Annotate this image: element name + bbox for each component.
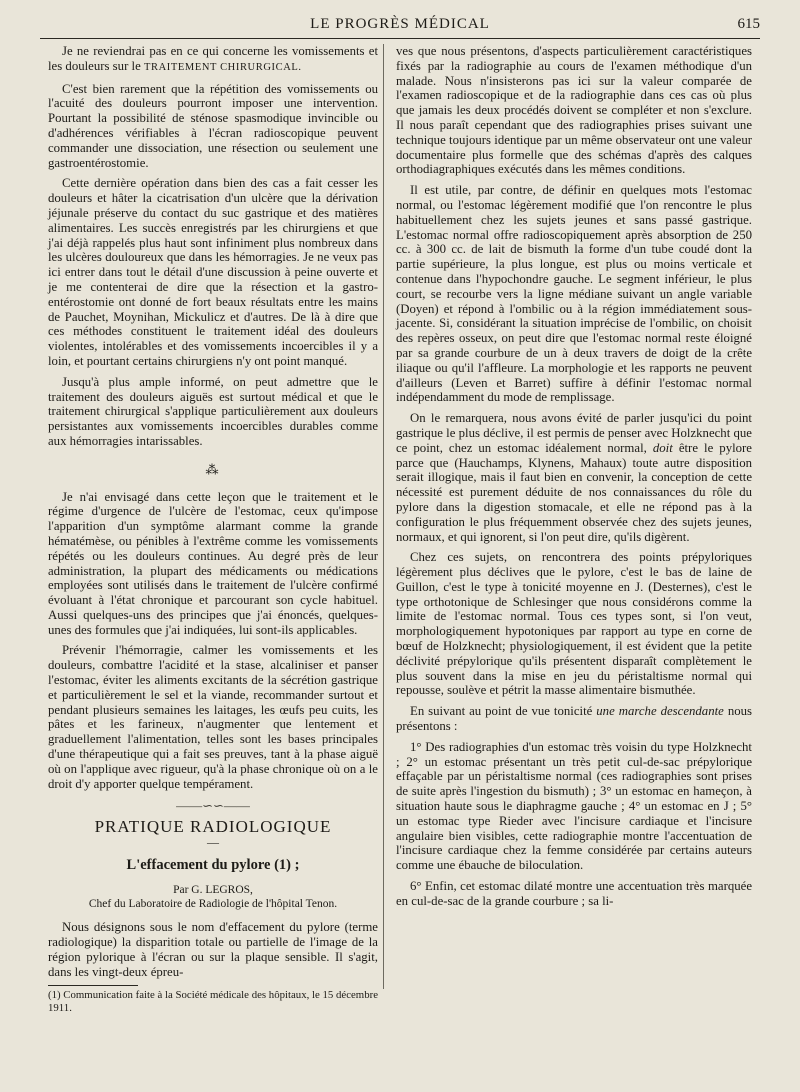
paragraph: Nous désignons sous le nom d'effacement du pylore (terme radiologique) la disparition totale ou partielle de l'image de la région pylorique à l'écran ou sur la plaque sensible. Il s'agit, dans les vingt-deux épreu- bbox=[48, 920, 378, 979]
paragraph: Chez ces sujets, on rencontrera des points prépyloriques légèrement plus déclives que le pylore, c'est le bas de laine de Guillon, c'est le type à tonicité moyenne en J. (Desternes), c'est le type orthotonique de Schlesinger que nous considérons comme la limite de l'estomac normal. Tous ces types sont, si l'on veut, morphologiquement hypotoniques par rapport au type en corne de bœuf de Holzknecht; physiologiquement, il est évident que la petite déclivité prépylorique qu'ils présentent disparaît complètement le plus souvent dans la mise en jeu du péristaltisme normal qui repousse, soulève et pétrit la masse alimentaire bismuthée. bbox=[396, 550, 752, 698]
left-column bbox=[48, 44, 378, 1014]
paragraph: C'est bien rarement que la répétition des vomissements ou l'acuité des douleurs pourront imposer une intervention. Pourtant la possibilité de sténose spasmodique invincible ou d'adhérences vérifiables à l'écran radioscopique peuvent commander une dissociation, une résection ou seulement une gastroentérostomie. bbox=[48, 81, 378, 170]
italic-text: doit bbox=[652, 440, 673, 455]
ornament-divider: ——∽∽—— bbox=[176, 798, 250, 814]
article-title: L'effacement du pylore (1) ; bbox=[126, 856, 300, 873]
paragraph: On le remarquera, nous avons évité de parler jusqu'ici du point gastrique le plus déclive, il est permis de penser avec Holzknecht que ce point, chez un estomac idéalement normal, doit être le pylore parce que (Hauchamps, Klynens, Mahaux) toute autre disposition serait illogique, mais il faut bien en convenir, la conception de cette nécessité est purement déduite de nos connaissances du rôle du pylore dans la digestion stomacale, et elle ne répond pas à la configuration le plus fréquemment observée chez des sujets jeunes, normaux, et qui ignorent, si l'on peut dire, qu'ils digèrent. bbox=[396, 411, 752, 544]
author-affiliation: Chef du Laboratoire de Radiologie de l'hôpital Tenon. bbox=[88, 898, 338, 911]
paragraph: En suivant au point de vue tonicité une marche descendante nous présentons : bbox=[396, 704, 753, 734]
paragraph: 6° Enfin, cet estomac dilaté montre une accentuation très marquée en cul-de-sac de la grande courbure ; sa li- bbox=[396, 879, 752, 908]
section-dash: — bbox=[207, 835, 219, 850]
small-caps-text: TRAITEMENT CHIRURGICAL. bbox=[143, 61, 302, 73]
footnote-rule bbox=[48, 985, 138, 986]
section-stars: ⁂ bbox=[205, 461, 221, 477]
italic-text: une marche descendante bbox=[596, 704, 724, 719]
paragraph: Cette dernière opération dans bien des cas a fait cesser les douleurs et hâter la cicatrisation d'un ulcère que la dérivation jéjunale préserve du contact du suc gastrique et des matières alimentaires. Les succès enregistrés par les chirurgiens et que j'ai déjà rappelés plus haut sont infiniment plus nombreux dans les ulcères douloureux que dans les hémorragies. Je ne veux pas ici entrer dans tout le détail d'une discussion à peine ouverte et je me contenterai de dire que la résection et la gastro-entérostomie ont donné de fort beaux résultats entre les mains de Pauchet, Moynihan, Mickulicz et d'autres. De là à dire que ces méthodes constituent le traitement idéal des douleurs violentes, intolérables et des vomissements incoercibles il y a loin, et pourtant certains chirurgiens n'y ont point manqué. bbox=[48, 176, 378, 368]
journal-title: LE PROGRÈS MÉDICAL bbox=[310, 16, 490, 32]
paragraph: 1° Des radiographies d'un estomac très voisin du type Holzknecht ; 2° un estomac présentant un très petit cul-de-sac prépylorique effaçable par un péristaltisme normal (ces radiographies sont prises de suite après l'ingestion du bismuth) ; 3° un estomac en hameçon, à situation haute sous le diaphragme gauche ; 4° un estomac en J ; 5° un estomac type Rieder avec l'incisure cardiaque et l'incisure angulaire bien visibles, cette radiographie montre l'accentuation de l'incisure cardiaque chez la femme considérée par certains auteurs comme une ébauche de biloculation. bbox=[396, 739, 752, 873]
paragraph: Jusqu'à plus ample informé, on peut admettre que le traitement des douleurs aiguës est surtout médical et que le traitement chirurgical s'applique particulièrement aux douleurs persistantes aux vomissements incoercibles durables comme aux hémorragies intarissables. bbox=[48, 374, 378, 448]
section-title: PRATIQUE RADIOLOGIQUE bbox=[94, 817, 332, 837]
paragraph: Je n'ai envisagé dans cette leçon que le traitement et le régime d'urgence de l'ulcère de l'estomac, ceux qu'impose l'apparition d'un symptôme alarmant comme la grande hématémèse, ou pénibles à l'extrême comme les vomissements répétés ou les douleurs continues. Au degré près de leur administration, la plupart des médicaments ou médications employées sont utilisés dans le traitement de l'ulcère confirmé évoluant à l'état chronique et parcourant son cycle habituel. Aussi quelques-uns des principes que j'ai énoncés, quelques-unes des formules que j'ai indiquées, lui sont-ils applicables. bbox=[48, 489, 378, 637]
column-rule bbox=[383, 44, 384, 989]
paragraph: Prévenir l'hémorragie, calmer les vomissements et les douleurs, combattre l'acidité et la stase, alcaliniser et panser l'estomac, éviter les aliments excitants de la sécrétion gastrique et particulièrement le sel et la viande, recommander surtout et pendant plusieurs semaines les laitages, les œufs peu cuits, les pâtes et les farineux, n'augmenter que lentement et graduellement l'alimentation, telles sont les bases principales d'une thérapeutique qui a fait ses preuves, tant à la phase aiguë où on l'applique avec rigueur, qu'à la phase chronique où on a le droit d'y apporter quelque tempérament. bbox=[48, 643, 378, 791]
page-header bbox=[40, 14, 760, 39]
paragraph: ves que nous présentons, d'aspects particulièrement caractéristiques fixés par la radiographie au cours de l'examen méthodique d'un malade. Nous n'insisterons pas ici sur la valeur comparée de l'examen radioscopique et de la radiographie dans ces cas où plus que jamais les deux procédés doivent se compléter et non s'exclure. Il nous paraît cependant que des radiographies prises suivant une technique toujours identique par un même observateur ont une valeur documentaire plus formelle que des schémas d'après des calques orthodiagraphiques exécutés dans les mêmes conditions. bbox=[396, 44, 752, 177]
page-number: 615 bbox=[737, 16, 760, 32]
right-column bbox=[396, 44, 752, 915]
footnote: (1) Communication faite à la Société médicale des hôpitaux, le 15 décembre 1911. bbox=[48, 989, 378, 1014]
paragraph: Il est utile, par contre, de définir en quelques mots l'estomac normal, ou l'estomac légèrement modifié que l'on rencontre le plus habituellement chez les sujets jeunes et sans passé gastrique. L'estomac normal offre radioscopiquement après absorption de 250 cc. à 300 cc. de lait de bismuth la forme d'un tube coudé dont la partie supérieure, la plus longue, est plus ou moins verticale et contenue dans l'hypochondre gauche. Le segment inférieur, le plus court, se recourbe vers la ligne médiane suivant un angle variable (Doyen) et répond à l'ombilic ou à la région immédiatement sous-jacente. Si, considérant la situation imprécise de l'ombilic, on choisit des repères osseux, on peut dire que l'estomac normal reste éloigné par sa grande courbure de un à deux travers de doigt de la crête iliaque ou qu'il l'affleure. La morphologie et les rapports ne peuvent d'ailleurs (Leven et Barret) suffire à définir l'estomac normal indépendamment du mode de remplissage. bbox=[396, 183, 752, 405]
paragraph: Je ne reviendrai pas en ce qui concerne les vomissements et les douleurs sur le TRAITEMENT CHIRURGICAL. bbox=[48, 44, 378, 73]
article-author: Par G. LEGROS, bbox=[173, 883, 253, 896]
